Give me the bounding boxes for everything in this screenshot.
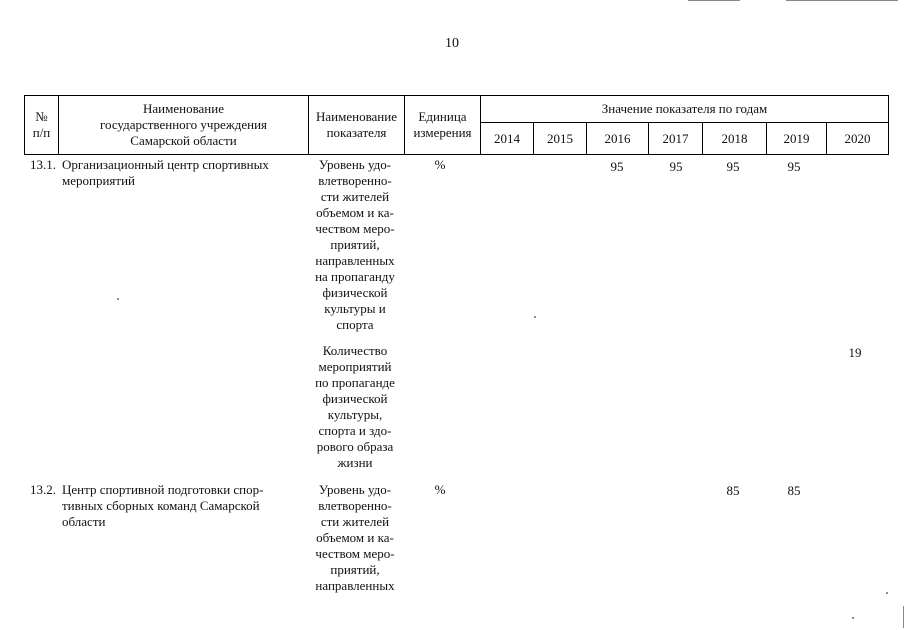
header-year: 2015 [534,123,587,155]
scan-speck [886,592,888,594]
value-2018: 95 [726,159,740,174]
page-number: 10 [445,36,459,51]
value-2020: 19 [848,345,862,360]
value-2019: 95 [787,159,801,174]
indicator-name: Уровень удо- влетвореннo- сти жителей объемом и ка- чеством меро- приятий, направленных на пропаганду физической культуры и спорта [315,157,395,332]
header-indicator: Наименование показателя [309,96,405,155]
indicator-name: Количество мероприятий по пропаганде физической культуры, спорта и здо- рового образа жизни [315,343,395,470]
unit-value: % [434,157,446,172]
indicator-name: Уровень удо- влетвореннo- сти жителей объемом и ка- чеством меро- приятий, направленных [315,482,395,593]
institution-name: Центр спортивной подготовки спор- тивных сборных команд Самарской области [62,482,264,529]
row-number: 13.2. [30,482,56,497]
header-year: 2018 [703,123,767,155]
table-header [24,95,889,155]
scan-artifact-line [903,606,904,628]
header-values-by-year: Значение показателя по годам [481,96,889,123]
header-year: 2017 [649,123,703,155]
unit-value: % [434,482,446,497]
header-year: 2014 [481,123,534,155]
scan-artifact-line [786,0,898,1]
scan-speck [534,316,536,318]
header-institution: Наименование государственного учреждения Самарской области [59,96,309,155]
header-unit: Единица измерения [405,96,481,155]
scan-artifact-line [688,0,740,1]
institution-name: Организационный центр спортивных мероприятий [62,157,269,188]
header-year: 2019 [767,123,827,155]
value-2017: 95 [669,159,683,174]
value-2019: 85 [787,483,801,498]
header-year: 2020 [827,123,889,155]
value-2016: 95 [610,159,624,174]
value-2018: 85 [726,483,740,498]
scan-speck [852,617,854,619]
header-number: № п/п [25,96,59,155]
scan-speck [117,298,119,300]
row-number: 13.1. [30,157,56,172]
header-year: 2016 [587,123,649,155]
